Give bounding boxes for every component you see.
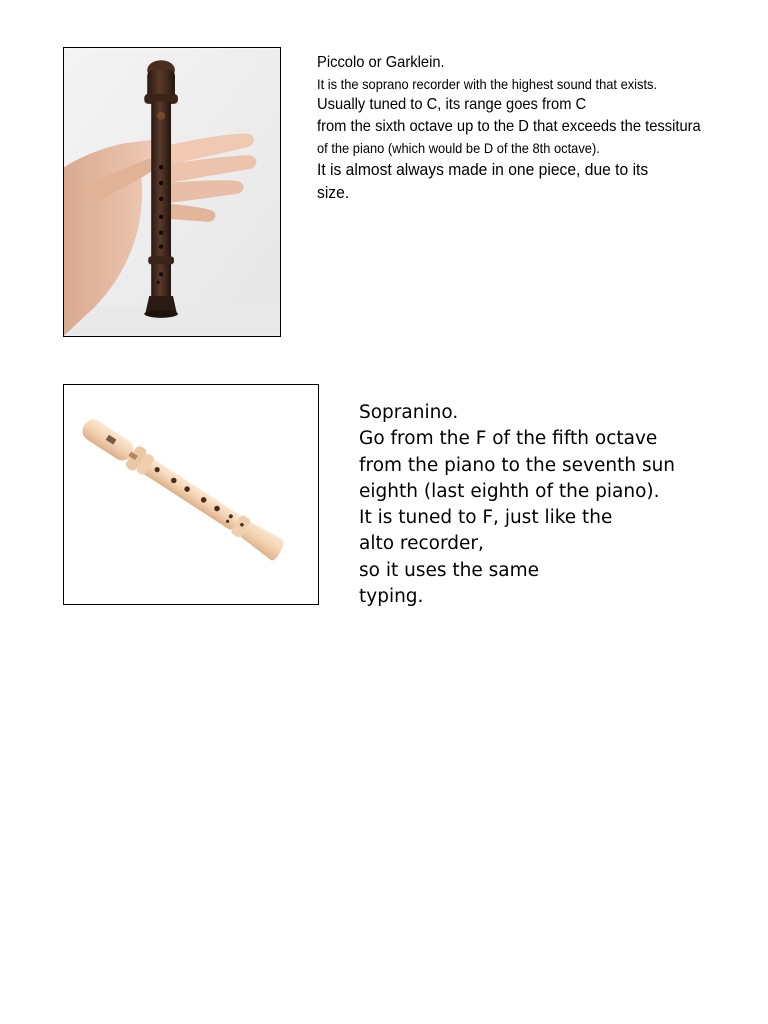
sopranino-line: typing. <box>359 586 424 608</box>
sopranino-line: alto recorder, <box>359 533 484 555</box>
piccolo-recorder-photo <box>63 47 281 337</box>
sopranino-line: It is tuned to F, just like the <box>359 507 613 529</box>
sopranino-title: Sopranino. <box>359 402 459 423</box>
piccolo-line: size. <box>317 183 350 202</box>
piccolo-line: It is the soprano recorder with the highest sound that exists. <box>317 76 658 92</box>
piccolo-line: It is almost always made in one piece, due to its <box>317 160 649 179</box>
sopranino-recorder-photo <box>63 384 319 605</box>
piccolo-line: Usually tuned to C, its range goes from C <box>317 96 587 113</box>
piccolo-recorder-image <box>64 48 280 336</box>
sopranino-line: eighth (last eighth of the piano). <box>359 480 660 502</box>
sopranino-line: Go from the F of the fifth octave <box>359 428 658 450</box>
piccolo-title: Piccolo or Garklein. <box>317 54 445 71</box>
piccolo-description <box>317 52 701 204</box>
sopranino-description <box>359 400 675 610</box>
sopranino-line: so it uses the same <box>359 559 539 581</box>
sopranino-line: from the piano to the seventh sun <box>359 454 676 476</box>
piccolo-line: of the piano (which would be D of the 8th octave). <box>317 140 600 156</box>
piccolo-line: from the sixth octave up to the D that exceeds the tessitura <box>317 118 701 135</box>
sopranino-recorder-image <box>64 385 318 604</box>
